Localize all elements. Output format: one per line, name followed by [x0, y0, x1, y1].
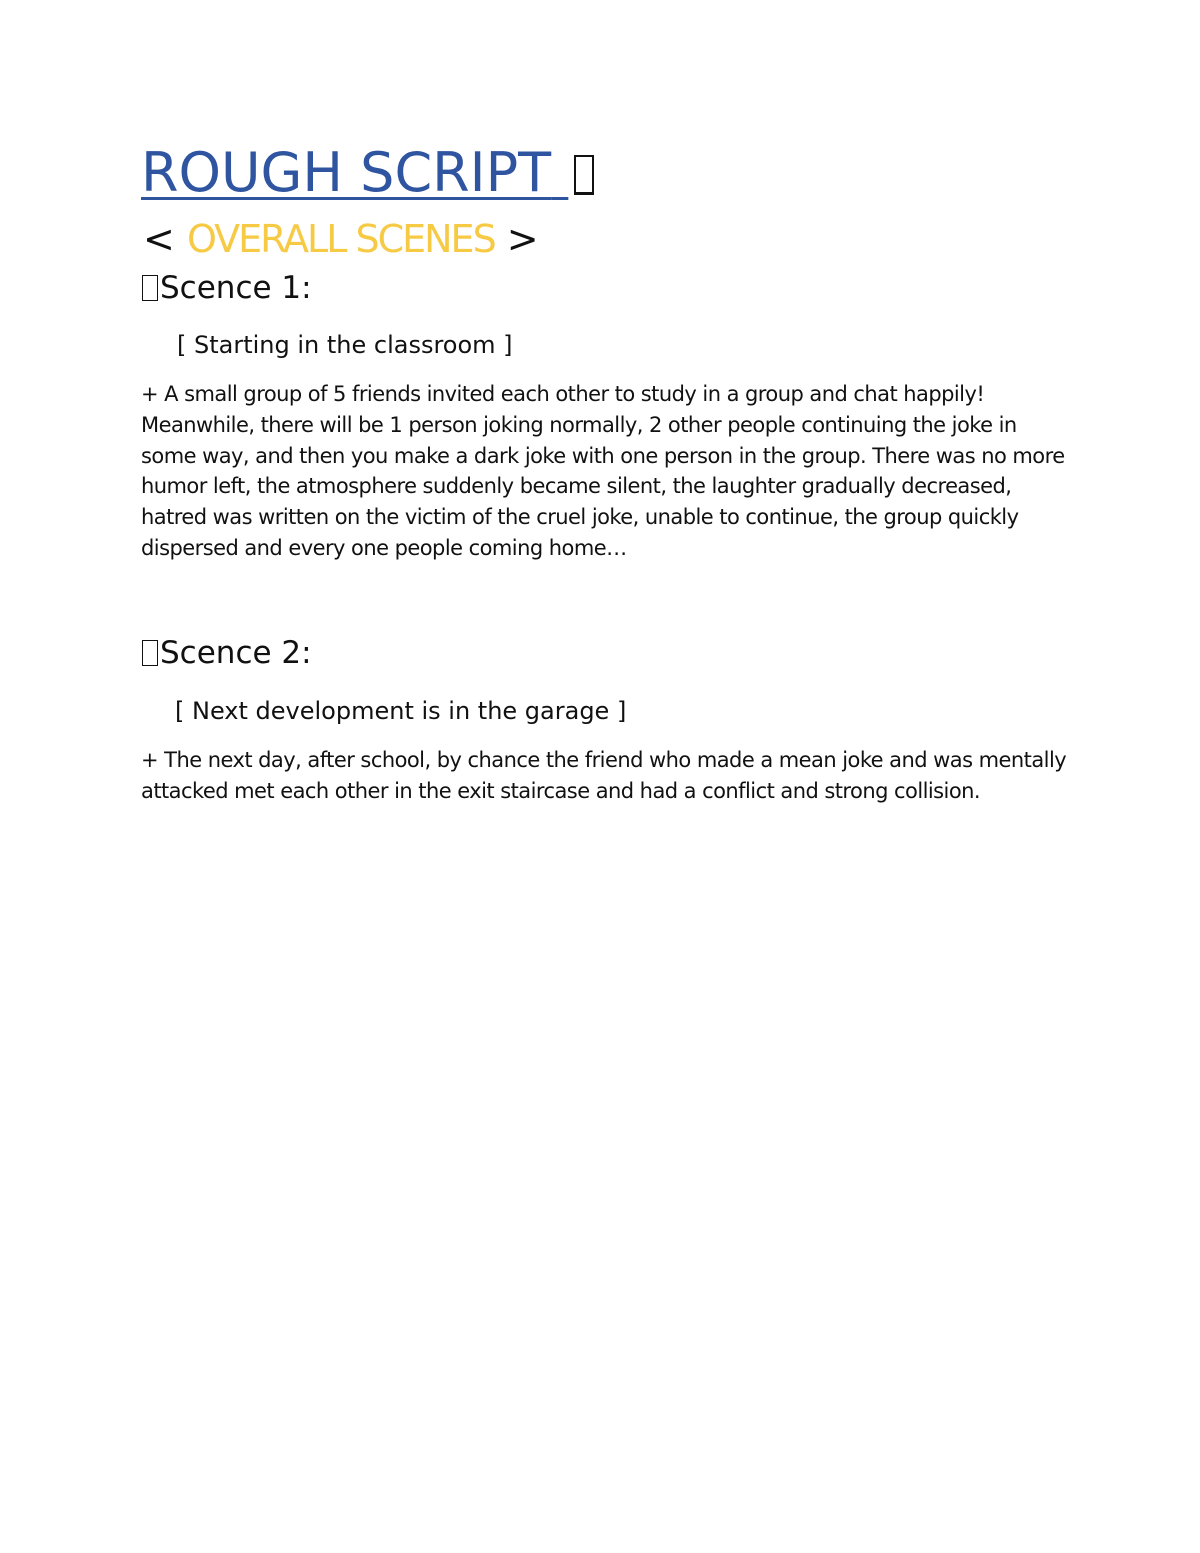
scene-2-setting: [ Next development is in the garage ] [175, 697, 627, 725]
scene-1-heading [142, 268, 312, 308]
scene-1-setting: [ Starting in the classroom ] [177, 331, 513, 359]
title-text: ROUGH SCRIPT [141, 141, 552, 204]
scene-1-heading-text: Scence 1: [160, 270, 312, 306]
scene-2-heading-text: Scence 2: [160, 635, 312, 671]
overall-open-bracket: < [143, 217, 175, 261]
missing-glyph-box-icon [574, 155, 594, 195]
scene-2-heading [142, 633, 312, 673]
scene-1-description: + A small group of 5 friends invited each other to study in a group and chat happily! Meanwhile, there will be 1 person joking normally, 2 other people continuing the joke in some way, and then you make a dark joke with one person in the group. There was no more humor left, the atmosphere suddenly became silent, the laughter gradually decreased, hatred was written on the victim of the cruel joke, unable to continue, the group quickly dispersed and every one people coming home… [141, 382, 1065, 560]
document-title [141, 140, 594, 206]
overall-close-bracket: > [506, 217, 539, 261]
overall-scenes-heading [143, 214, 539, 264]
missing-glyph-box-icon [142, 275, 158, 301]
missing-glyph-box-icon [142, 640, 158, 666]
scene-2-description: + The next day, after school, by chance the friend who made a mean joke and was mentally attacked met each other in the exit staircase and had a conflict and strong collision. [141, 748, 1067, 803]
overall-scenes-label: OVERALL SCENES [186, 217, 495, 261]
